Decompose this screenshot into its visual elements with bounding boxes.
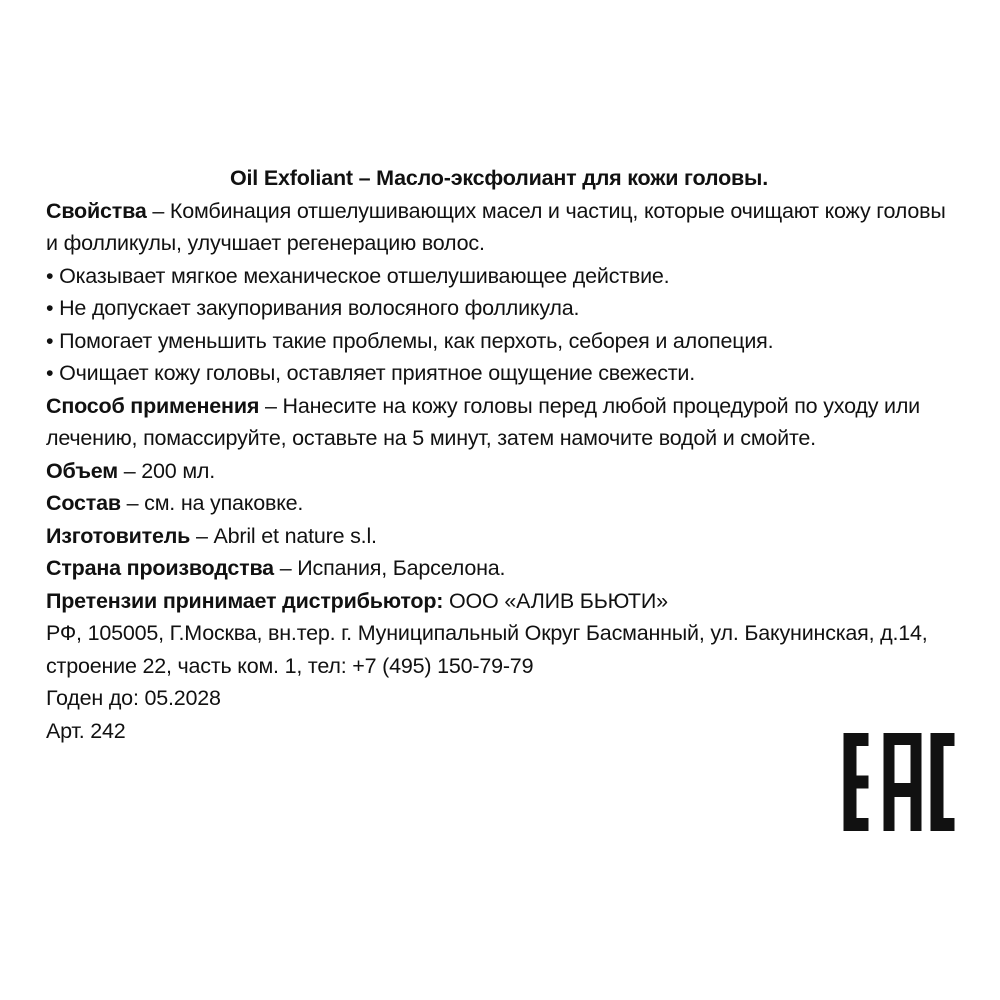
usage-line bbox=[46, 390, 952, 455]
manufacturer-text: – Abril et nature s.l. bbox=[195, 523, 377, 548]
properties-label: Свойства bbox=[46, 198, 147, 223]
bullet-text: Очищает кожу головы, оставляет приятное ощущение свежести. bbox=[59, 361, 696, 385]
bullet-icon: • bbox=[46, 263, 54, 288]
usage-text: – Нанесите на кожу головы перед любой процедурой по уходу или лечению, помассируйте, оставьте на 5 минут, затем намочите водой и смойте. bbox=[46, 393, 920, 450]
country-line bbox=[46, 552, 952, 585]
distributor-text: ООО «АЛИВ БЬЮТИ» bbox=[449, 588, 668, 613]
volume-label: Объем bbox=[46, 458, 118, 483]
bullet-item bbox=[46, 325, 952, 358]
expiry-line: Годен до: 05.2028 bbox=[46, 686, 221, 710]
bullet-text: Оказывает мягкое механическое отшелушивающее действие. bbox=[59, 263, 670, 288]
label-text-block bbox=[46, 162, 952, 747]
article-line: Арт. 242 bbox=[46, 718, 126, 743]
composition-line bbox=[46, 487, 952, 520]
bullet-text: Помогает уменьшить такие проблемы, как перхоть, себорея и алопеция. bbox=[59, 328, 774, 353]
composition-label: Состав bbox=[46, 491, 121, 515]
bullet-icon: • bbox=[46, 361, 54, 385]
manufacturer-line bbox=[46, 520, 952, 553]
composition-text: – см. на упаковке. bbox=[126, 491, 304, 515]
usage-label: Способ применения bbox=[46, 393, 260, 418]
bullet-item bbox=[46, 357, 952, 390]
volume-text: – 200 мл. bbox=[123, 458, 216, 483]
distributor-label: Претензии принимает дистрибьютор: bbox=[46, 588, 444, 613]
distributor-line bbox=[46, 585, 952, 618]
address-line: РФ, 105005, Г.Москва, вн.тер. г. Муниципальный Округ Басманный, ул. Бакунинская, д.14, строение 22, часть ком. 1, тел: +7 (495) 150-79-79 bbox=[46, 621, 928, 678]
bullet-icon: • bbox=[46, 328, 54, 353]
country-text: – Испания, Барселона. bbox=[279, 556, 506, 580]
bullet-item bbox=[46, 292, 952, 325]
volume-line bbox=[46, 455, 952, 488]
bullet-icon: • bbox=[46, 296, 54, 320]
product-title: Oil Exfoliant – Масло-эксфолиант для кожи головы. bbox=[230, 166, 768, 190]
properties-text: – Комбинация отшелушивающих масел и частиц, которые очищают кожу головы и фолликулы, улучшает регенерацию волос. bbox=[46, 198, 946, 255]
properties-line bbox=[46, 195, 952, 260]
bullet-item bbox=[46, 260, 952, 293]
bullet-text: Не допускает закупоривания волосяного фолликула. bbox=[59, 296, 580, 320]
eac-mark-icon bbox=[843, 733, 955, 831]
manufacturer-label: Изготовитель bbox=[46, 523, 191, 548]
country-label: Страна производства bbox=[46, 556, 274, 580]
